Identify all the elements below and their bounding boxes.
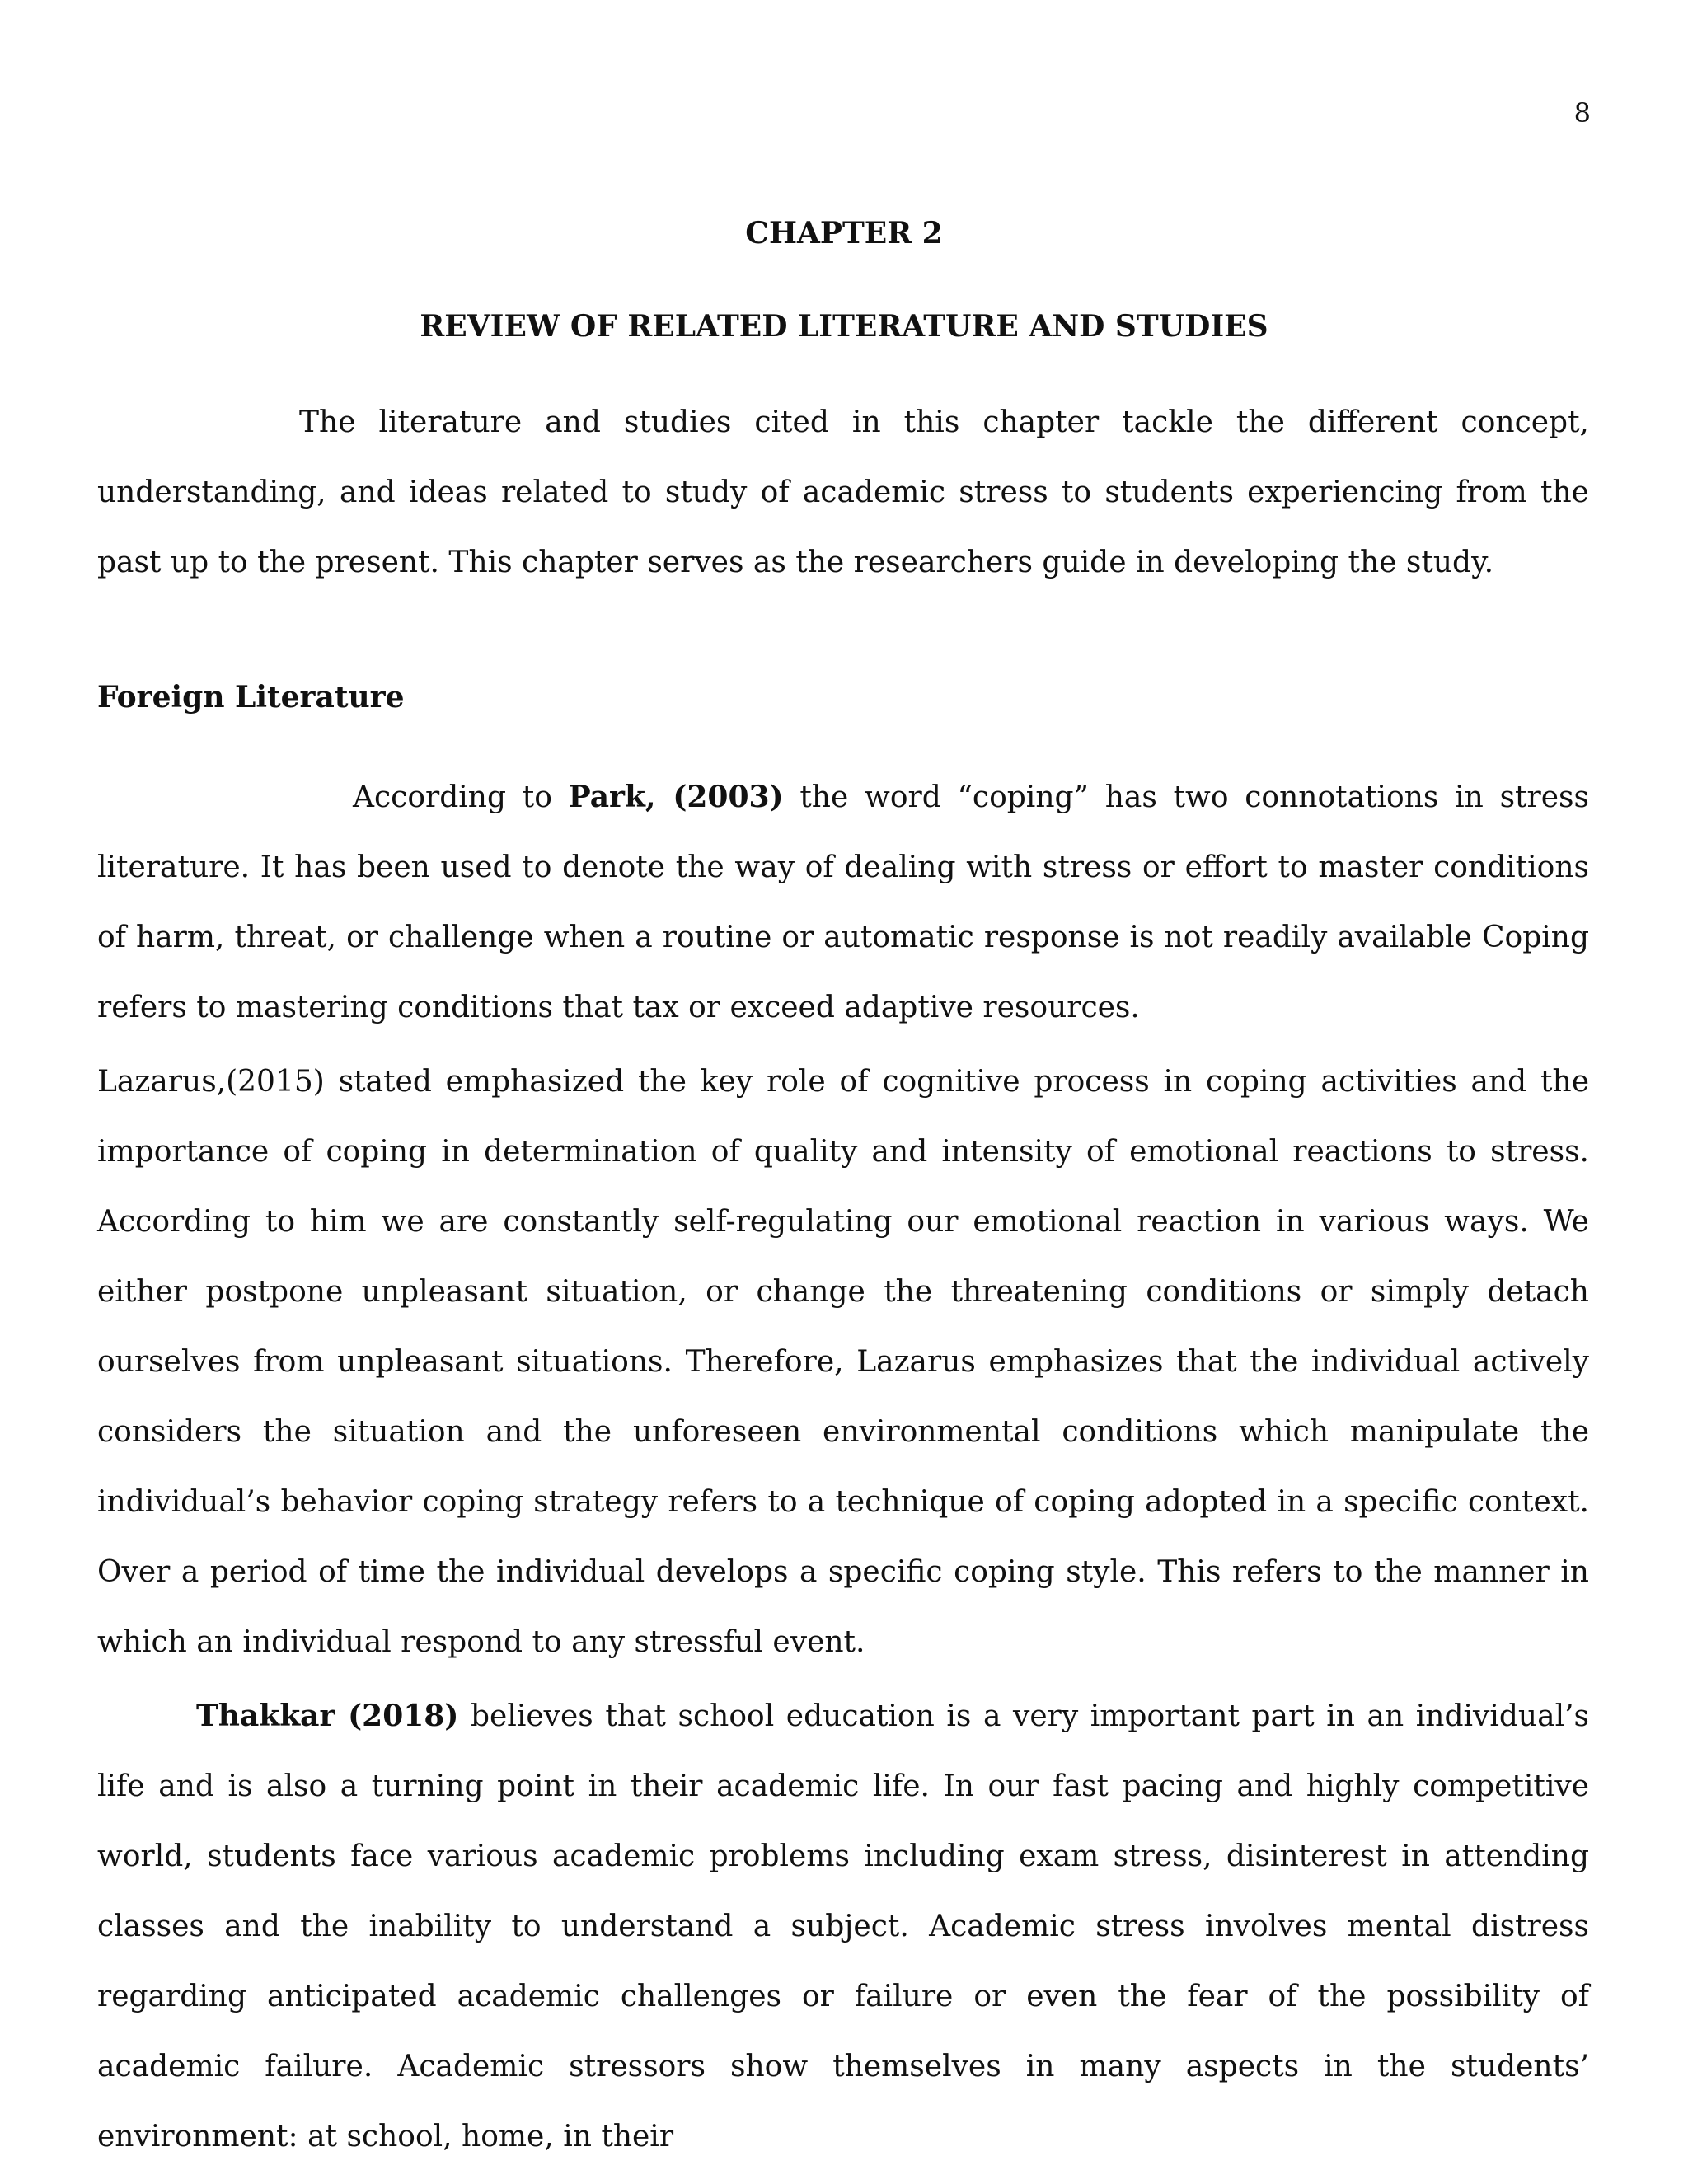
park-citation: Park, (2003) (568, 780, 784, 814)
chapter-subtitle: REVIEW OF RELATED LITERATURE AND STUDIES (420, 309, 1268, 344)
page-number: 8 (1573, 97, 1591, 129)
intro-paragraph: The literature and studies cited in this chapter tackle the different concept, understanding, and ideas related to study of academic stress to students experiencing from the past up to the present. This chapter serves as the researchers guide in developing the study. (97, 405, 1589, 579)
thakkar-body-text: believes that school education is a very important part in an individual’s life and is also a turning point in their academic life. In our fast pacing and highly competitive world, students face various academic problems including exam stress, disinterest in attending classes and the inability to understand a subject. Academic stress involves mental distress regarding anticipated academic challenges or failure or even the fear of the possibility of academic failure. Academic stressors show themselves in many aspects in the students’ environment: at school, home, in their (97, 1699, 1590, 2154)
lazarus-paragraph: Lazarus,(2015) stated emphasized the key role of cognitive process in coping activities and the importance of coping in determination of quality and intensity of emotional reactions to stress. According to him we are constantly self-regulating our emotional reaction in various ways. We either postpone unpleasant situation, or change the threatening conditions or simply detach ourselves from unpleasant situations. Therefore, Lazarus emphasizes that the individual actively considers the situation and the unforeseen environmental conditions which manipulate the individual’s behavior coping strategy refers to a technique of coping adopted in a specific context. Over a period of time the individual develops a specific coping style. This refers to the manner in which an individual respond to any stressful event. (97, 1065, 1589, 1659)
park-paragraph (97, 762, 1589, 1043)
section-heading-foreign-literature: Foreign Literature (97, 680, 405, 715)
thakkar-paragraph (97, 1681, 1589, 2172)
park-body-text: the word “coping” has two connotations in stress literature. It has been used to denote the way of dealing with stress or effort to master conditions of harm, threat, or challenge when a routine or automatic response is not readily available Coping refers to mastering conditions that tax or exceed adaptive resources. (97, 780, 1589, 1024)
thakkar-citation: Thakkar (2018) (196, 1699, 459, 1733)
chapter-title: CHAPTER 2 (745, 216, 943, 251)
park-lead-text: According to (353, 780, 569, 814)
